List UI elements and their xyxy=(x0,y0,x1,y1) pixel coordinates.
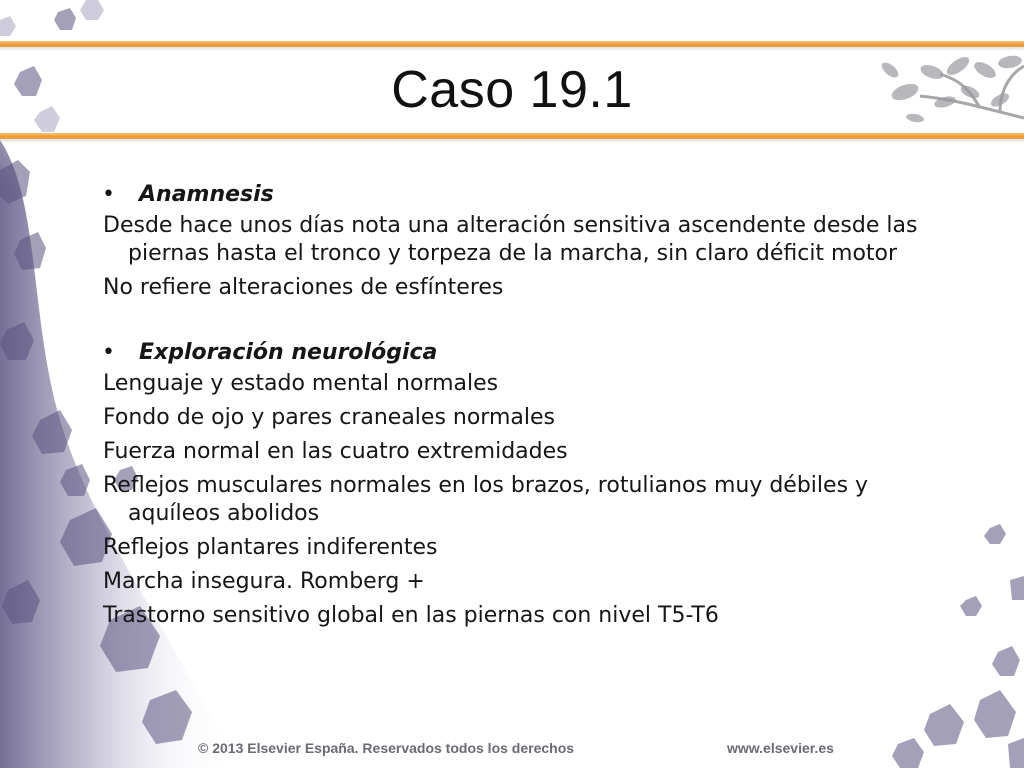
section-heading-exploracion xyxy=(102,336,963,370)
list-item: Reflejos plantares indiferentes xyxy=(103,535,438,560)
bullet-icon: • xyxy=(102,340,115,365)
list-item: Reflejos musculares normales en los brazos, rotulianos muy débiles y aquíleos abolidos xyxy=(103,473,869,526)
list-item: Fondo de ojo y pares craneales normales xyxy=(103,405,555,430)
bullet-icon: • xyxy=(102,182,115,207)
copyright-notice: © 2013 Elsevier España. Reservados todos los derechos xyxy=(198,740,575,756)
list-item: Fuerza normal en las cuatro extremidades xyxy=(103,439,568,464)
list-item: Marcha insegura. Romberg + xyxy=(103,569,425,594)
section-heading-text: Exploración neurológica xyxy=(139,340,438,365)
list-item: No refiere alteraciones de esfínteres xyxy=(103,275,504,300)
list-item: Desde hace unos días nota una alteración sensitiva ascendente desde las piernas hasta el tronco y torpeza de la marcha, sin claro déficit motor xyxy=(103,213,918,266)
slide-content xyxy=(103,178,963,636)
list-item: Trastorno sensitivo global en las piernas con nivel T5-T6 xyxy=(103,603,719,628)
top-band-shadow xyxy=(0,47,1024,51)
section-heading-text: Anamnesis xyxy=(139,182,274,207)
section-heading-anamnesis xyxy=(102,178,963,212)
section-spacer xyxy=(103,308,963,336)
slide-title: Caso 19.1 xyxy=(391,61,633,119)
bottom-band-shadow xyxy=(0,139,1024,143)
website-link[interactable]: www.elsevier.es xyxy=(727,740,834,756)
list-item: Lenguaje y estado mental normales xyxy=(103,371,499,396)
